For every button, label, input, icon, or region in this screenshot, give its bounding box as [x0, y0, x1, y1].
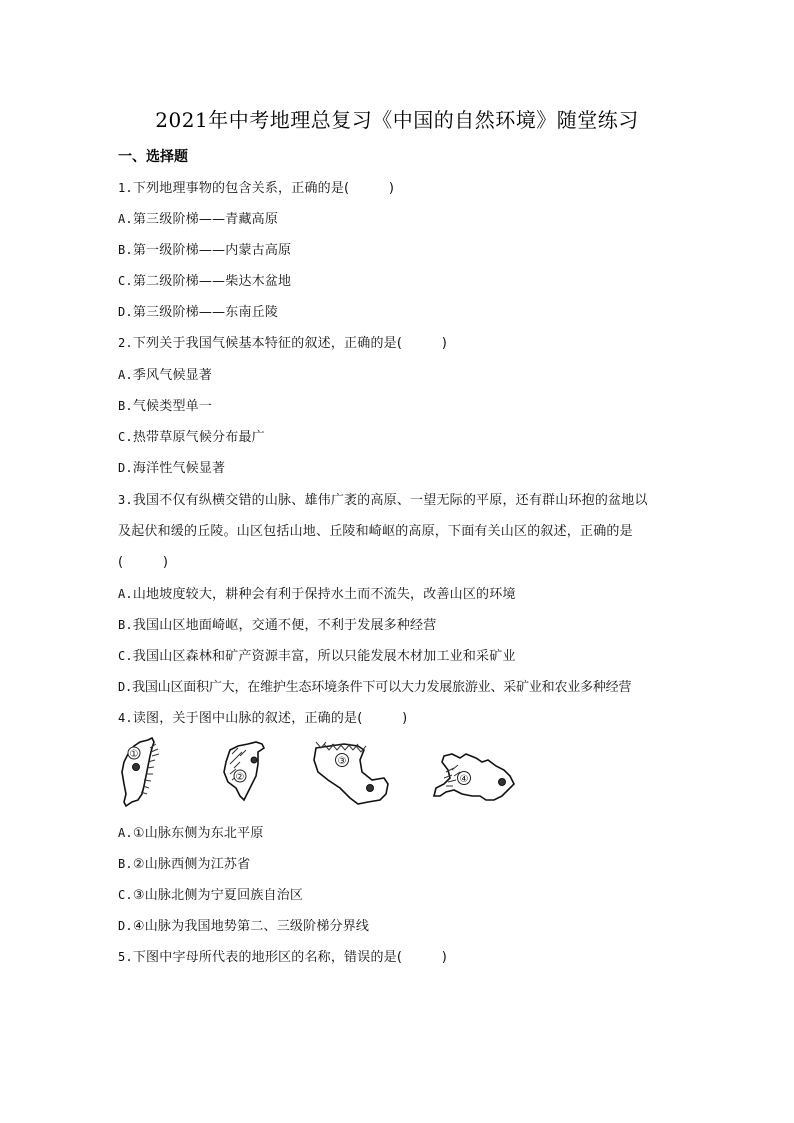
- option-text: 热带草原气候分布最广: [132, 430, 265, 445]
- question-4-option-c: [118, 884, 303, 903]
- question-2-option-c: [118, 426, 265, 445]
- option-text: ②山脉西侧为江苏省: [132, 857, 251, 872]
- question-text: 下列地理事物的包含关系，正确的是( ): [132, 181, 395, 196]
- option-label: D.: [118, 461, 133, 475]
- question-1-option-c: [118, 270, 291, 289]
- option-text: 第三级阶梯——东南丘陵: [132, 305, 279, 320]
- question-5-stem: [118, 946, 447, 965]
- question-3-stem-line-1: [118, 489, 648, 508]
- option-label: A.: [118, 587, 133, 601]
- question-number: 2.: [118, 336, 133, 350]
- question-3-option-b: [118, 614, 436, 633]
- province-map-1: [118, 736, 180, 810]
- option-label: D.: [118, 919, 133, 933]
- option-label: C.: [118, 649, 133, 663]
- question-number: 3.: [118, 493, 133, 507]
- option-text: ①山脉东侧为东北平原: [132, 826, 264, 841]
- option-label: A.: [118, 212, 133, 226]
- option-label: A.: [118, 368, 133, 382]
- option-label: D.: [118, 680, 133, 694]
- question-3-option-c: [118, 645, 516, 664]
- option-text: 我国山区森林和矿产资源丰富，所以只能发展木材加工业和采矿业: [132, 649, 516, 664]
- question-4-stem: [118, 707, 407, 726]
- province-map-2: [218, 740, 278, 806]
- option-label: B.: [118, 618, 133, 632]
- question-text: 及起伏和缓的丘陵。山区包括山地、丘陵和崎岖的高原，下面有关山区的叙述，正确的是: [118, 524, 633, 539]
- question-1-option-b: [118, 239, 291, 258]
- option-label: C.: [118, 274, 133, 288]
- question-number: 5.: [118, 950, 133, 964]
- question-3-stem-line-3: [118, 551, 168, 570]
- question-4-option-d: [118, 915, 369, 934]
- question-2-option-a: [118, 364, 212, 383]
- question-number: 4.: [118, 711, 133, 725]
- option-label: C.: [118, 430, 133, 444]
- option-text: ③山脉北侧为宁夏回族自治区: [132, 888, 304, 903]
- question-2-stem: [118, 332, 447, 351]
- question-number: 1.: [118, 181, 133, 195]
- question-4-figure: [118, 736, 538, 811]
- option-text: 季风气候显著: [132, 368, 213, 383]
- option-label: B.: [118, 243, 133, 257]
- question-text: 我国不仅有纵横交错的山脉、雄伟广袤的高原、一望无际的平原，还有群山环抱的盆地以: [132, 493, 648, 508]
- question-text: 下图中字母所代表的地形区的名称，错误的是( ): [132, 950, 448, 965]
- answer-blank: ( ): [118, 555, 169, 570]
- question-2-option-d: [118, 457, 225, 476]
- option-text: 我国山区面积广大，在维护生态环境条件下可以大力发展旅游业、采矿业和农业多种经营: [132, 680, 632, 695]
- question-4-option-a: [118, 822, 264, 841]
- question-1-stem: [118, 177, 394, 196]
- option-label: B.: [118, 857, 133, 871]
- question-4-option-b: [118, 853, 250, 872]
- svg-text:①: ①: [129, 749, 139, 760]
- option-text: 气候类型单一: [132, 399, 213, 414]
- province-map-3: [310, 736, 392, 808]
- option-text: 第一级阶梯——内蒙古高原: [132, 243, 292, 258]
- option-text: 山地坡度较大，耕种会有利于保持水土而不流失，改善山区的环境: [132, 587, 516, 602]
- option-text: 海洋性气候显著: [132, 461, 226, 476]
- option-text: 第三级阶梯——青藏高原: [132, 212, 279, 227]
- option-label: A.: [118, 826, 133, 840]
- question-3-option-d: [118, 676, 631, 695]
- province-map-4: [430, 750, 526, 808]
- option-label: D.: [118, 305, 133, 319]
- question-1-option-a: [118, 208, 278, 227]
- question-3-stem-line-2: [118, 520, 633, 539]
- svg-text:③: ③: [337, 756, 347, 767]
- option-text: 第二级阶梯——柴达木盆地: [132, 274, 292, 289]
- option-label: B.: [118, 399, 133, 413]
- option-label: C.: [118, 888, 133, 902]
- svg-text:④: ④: [459, 774, 469, 785]
- question-2-option-b: [118, 395, 212, 414]
- question-3-option-a: [118, 583, 516, 602]
- question-text: 下列关于我国气候基本特征的叙述，正确的是( ): [132, 336, 448, 351]
- svg-text:②: ②: [235, 772, 245, 783]
- option-text: 我国山区地面崎岖，交通不便，不利于发展多种经营: [132, 618, 437, 633]
- document-title: 2021年中考地理总复习《中国的自然环境》随堂练习: [155, 108, 639, 132]
- question-text: 读图，关于图中山脉的叙述，正确的是( ): [132, 711, 408, 726]
- option-text: ④山脉为我国地势第二、三级阶梯分界线: [132, 919, 370, 934]
- section-heading: 一、选择题: [118, 149, 188, 165]
- question-1-option-d: [118, 301, 278, 320]
